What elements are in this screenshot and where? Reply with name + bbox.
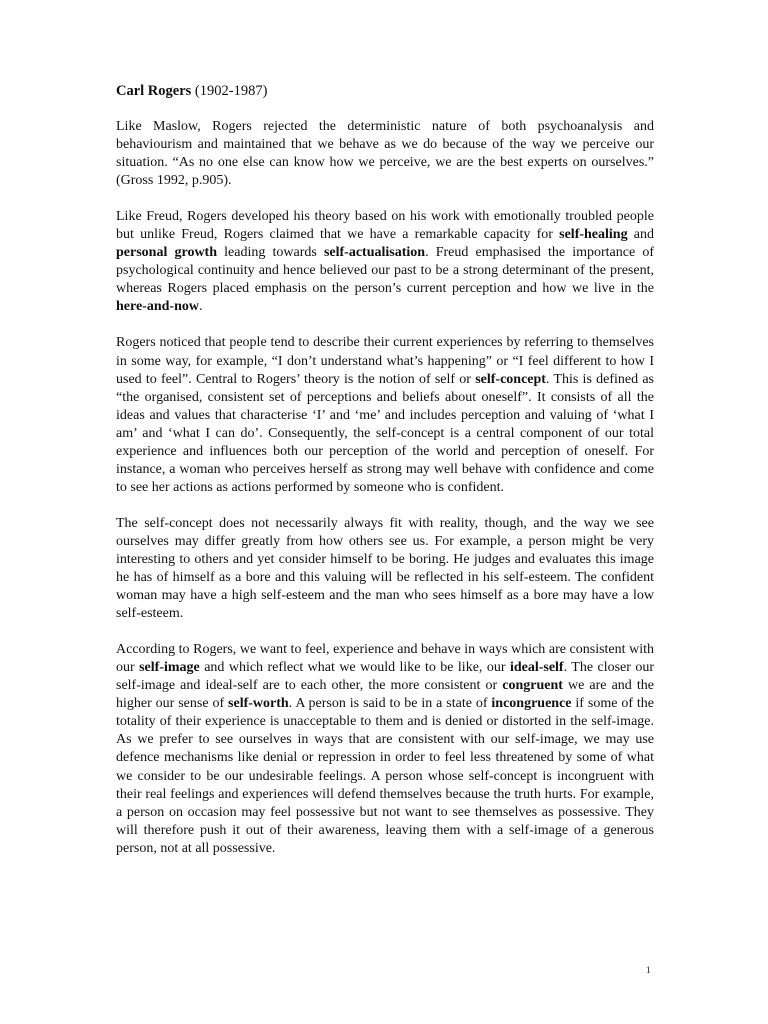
text-run: . Freud emphasised the importance of psychological continuity and hence believed our past to be a strong determinant of the present, whereas Rogers placed emphasis on the person’s current perception and how we live in the xyxy=(116,245,655,297)
page-number: 1 xyxy=(646,965,651,975)
text-run: and which reflect what we would like to be like, our xyxy=(199,660,510,676)
key-term: here-and-now xyxy=(116,299,199,315)
key-term: congruent xyxy=(502,678,563,694)
title-dates: (1902-1987) xyxy=(191,83,268,99)
title-name: Carl Rogers xyxy=(116,83,192,99)
text-run: Rogers noticed that people tend to describe their current experiences by referring to themselves in some way, for example, “I don’t understand what’s happening” or “I feel different to how I used to feel”. Central to Rogers’ theory is the notion of self or xyxy=(116,335,654,387)
text-run: Like Maslow, Rogers rejected the deterministic nature of both psychoanalysis and behaviourism and maintained that we behave as we do because of the way we perceive our situation. “As no one else can know how we perceive, we are the best experts on ourselves.” (Gross 1992, p.905). xyxy=(116,119,654,189)
paragraph xyxy=(116,641,654,858)
key-term: personal growth xyxy=(116,245,217,261)
key-term: self-image xyxy=(139,660,200,676)
paragraph xyxy=(116,118,654,190)
text-run: and xyxy=(627,227,654,243)
paragraph xyxy=(116,334,654,496)
text-run: . A person is said to be in a state of xyxy=(288,696,492,712)
document-page xyxy=(116,82,654,876)
body-text xyxy=(116,118,654,858)
key-term: self-healing xyxy=(559,227,628,243)
text-run: if some of the totality of their experience is unacceptable to them and is denied or distorted in the self-image. As we prefer to see ourselves in ways that are consistent with our self-image, we may use defence mechanisms like denial or repression in order to feel less threatened by some of what we consider to be our undesirable feelings. A person whose self-concept is incongruent with their real feelings and experiences will defend themselves because the truth hurts. For example, a person on occasion may feel possessive but not want to see themselves as possessive. They will therefore push it out of their awareness, leaving them with a self-image of a generous person, not at all possessive. xyxy=(116,696,654,856)
text-run: . xyxy=(198,299,203,315)
key-term: self-actualisation xyxy=(323,245,426,261)
text-run: we are and the higher our sense of xyxy=(116,678,655,712)
key-term: incongruence xyxy=(491,696,572,712)
key-term: ideal-self xyxy=(509,660,564,676)
text-run: According to Rogers, we want to feel, experience and behave in ways which are consistent with our xyxy=(116,642,654,676)
key-term: self-worth xyxy=(228,696,289,712)
paragraph xyxy=(116,208,654,316)
text-run: . The closer our self-image and ideal-self are to each other, the more consistent or xyxy=(116,660,654,694)
page-title xyxy=(116,82,654,100)
text-run: . This is defined as “the organised, consistent set of perceptions and beliefs about oneself”. It consists of all the ideas and values that characterise ‘I’ and ‘me’ and includes perception and valuing of ‘what I am’ and ‘what I can do’. Consequently, the self-concept is a central component of our total experience and influences both our perception of the world and perception of oneself. For instance, a woman who perceives herself as strong may well behave with confidence and come to see her actions as actions performed by someone who is confident. xyxy=(116,371,654,495)
key-term: self-concept xyxy=(475,371,546,387)
text-run: The self-concept does not necessarily always fit with reality, though, and the way we see ourselves may differ greatly from how others see us. For example, a person might be very interesting to others and yet consider himself to be boring. He judges and evaluates this image he has of himself as a bore and this valuing will be reflected in his self-esteem. The confident woman may have a high self-esteem and the man who sees himself as a bore may have a low self-esteem. xyxy=(116,515,654,622)
text-run: Like Freud, Rogers developed his theory based on his work with emotionally troubled people but unlike Freud, Rogers claimed that we have a remarkable capacity for xyxy=(116,209,654,243)
paragraph xyxy=(116,515,654,623)
text-run: leading towards xyxy=(217,245,324,261)
